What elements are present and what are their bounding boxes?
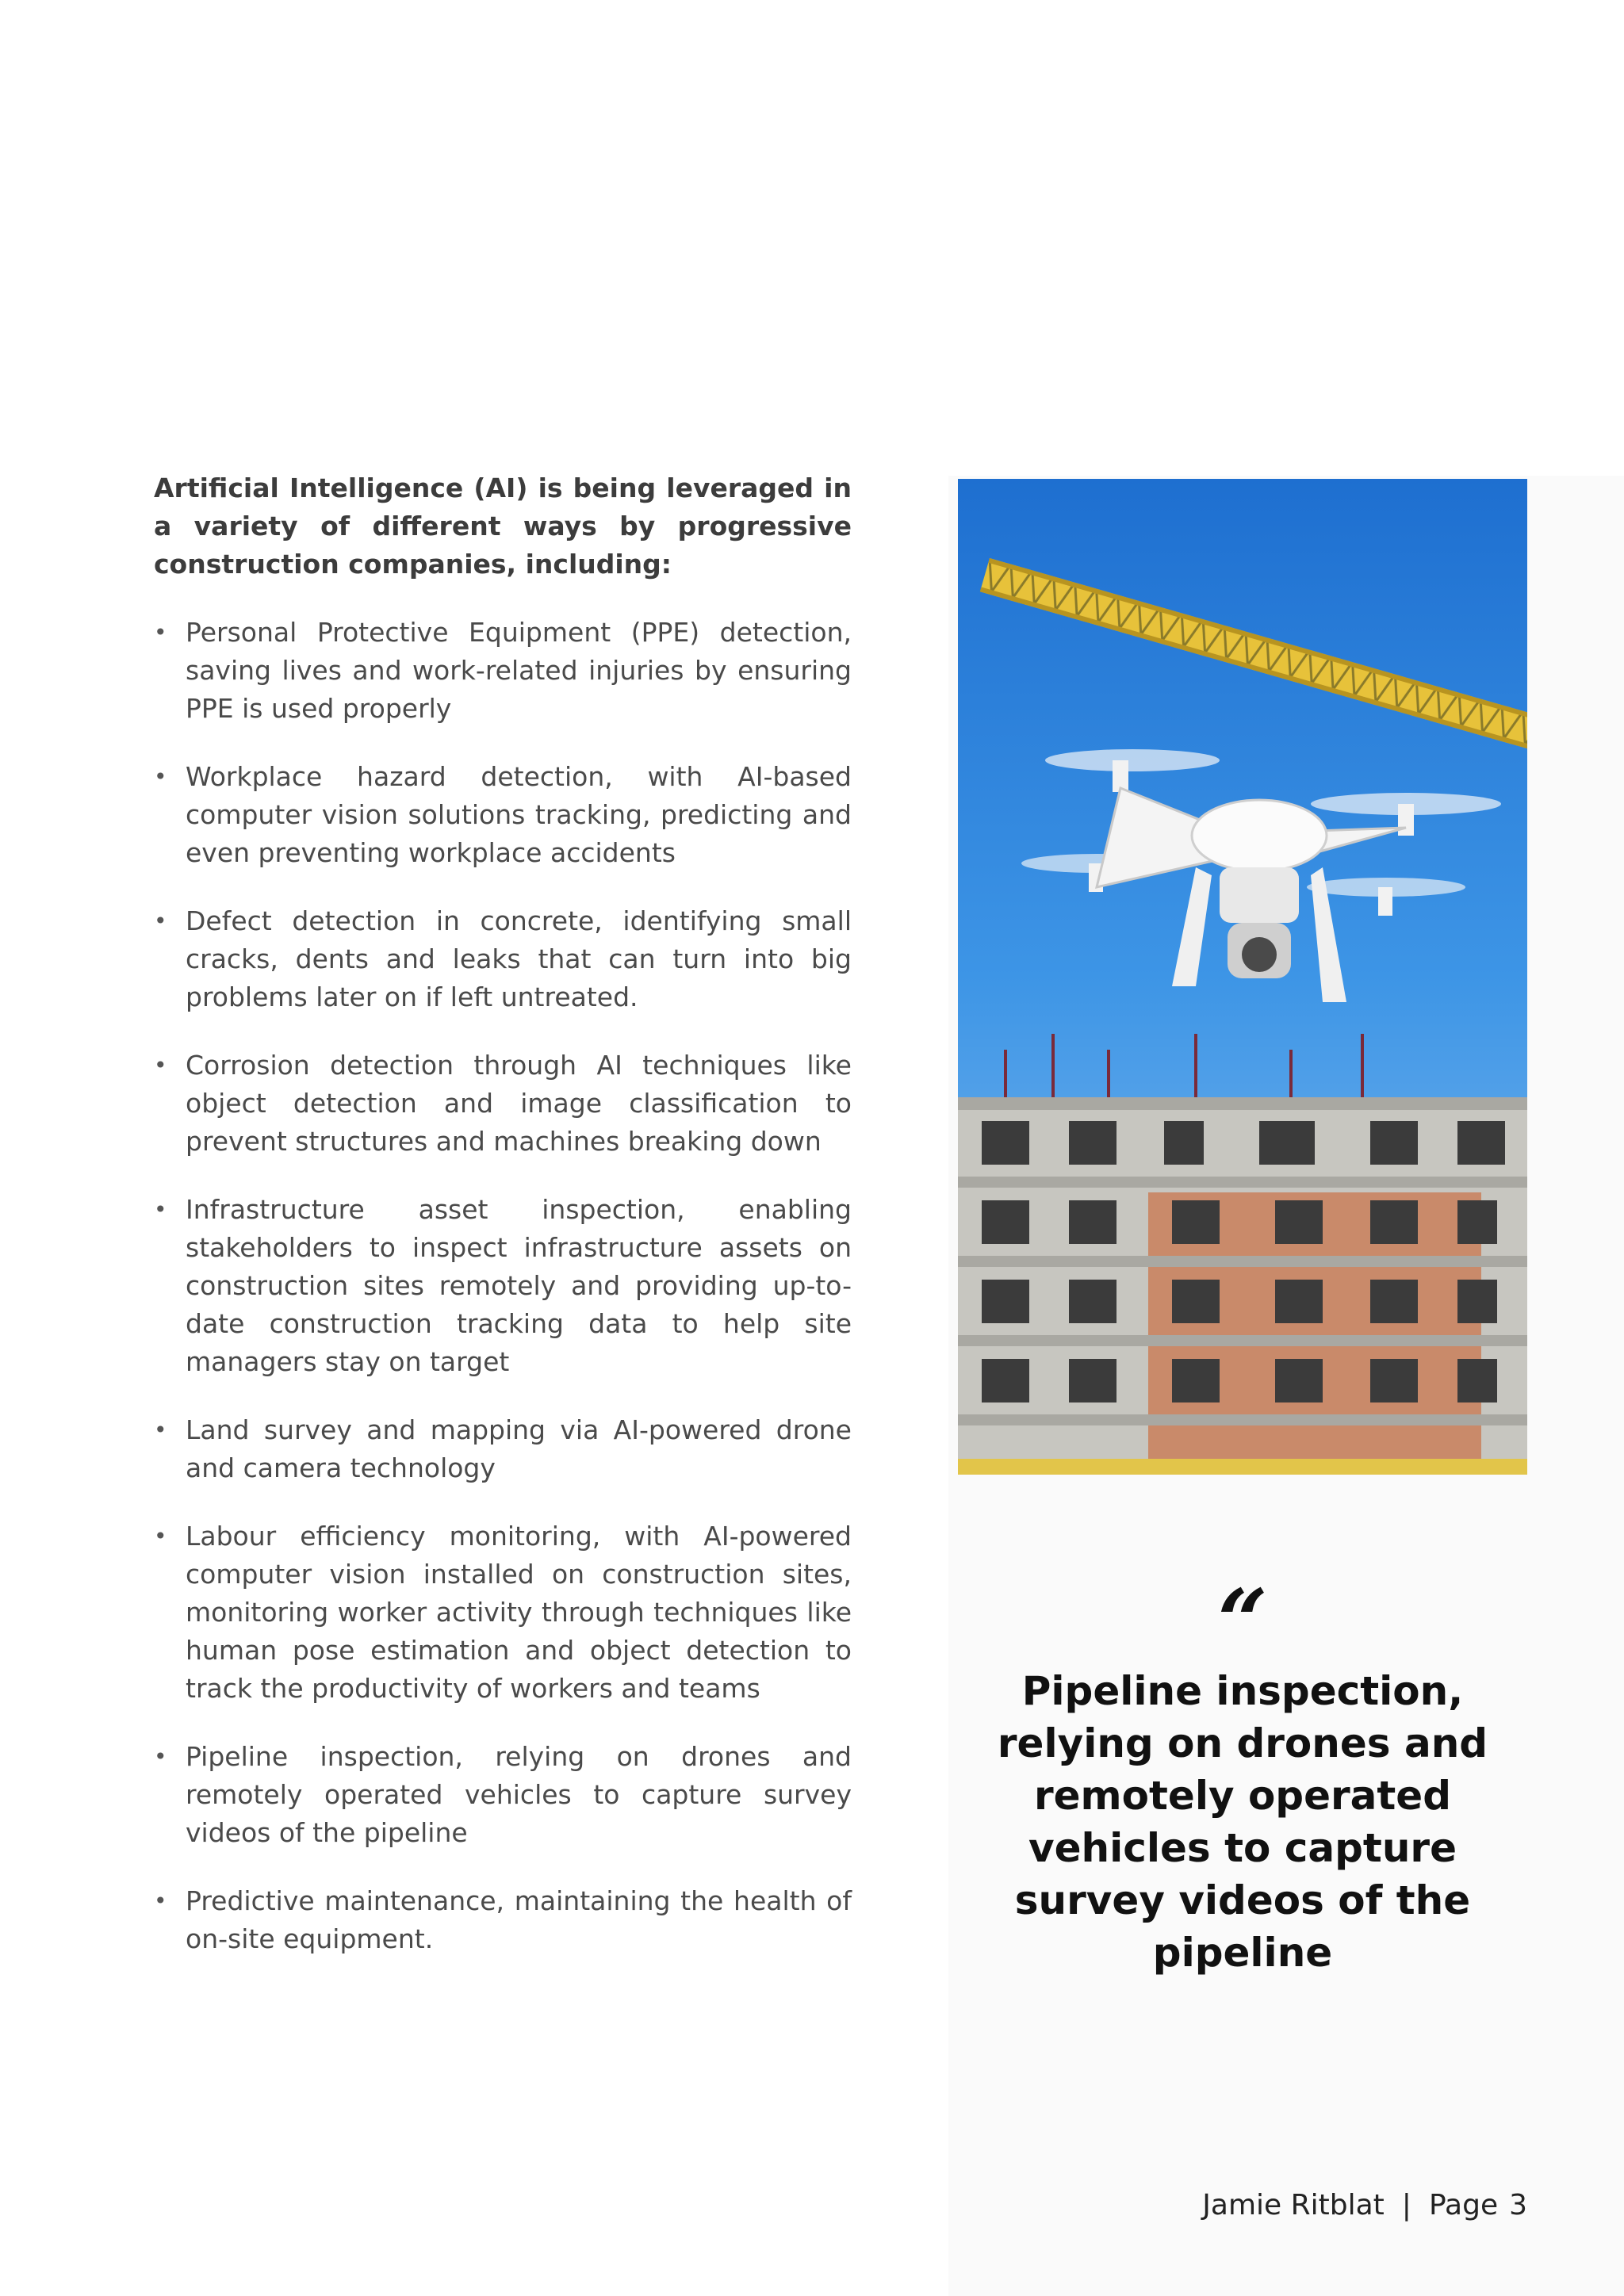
page-footer xyxy=(1202,2187,1527,2225)
use-case-list xyxy=(154,614,852,1958)
list-item xyxy=(154,1517,852,1708)
list-item-text: Pipeline inspection, relying on drones and remotely operated vehicles to capture survey videos of the pipeline xyxy=(186,1741,852,1848)
list-item xyxy=(154,614,852,728)
bullet-icon: • xyxy=(154,1417,167,1443)
bullet-icon: • xyxy=(154,1196,167,1223)
article-body xyxy=(154,469,852,1988)
list-item xyxy=(154,1191,852,1381)
bullet-icon: • xyxy=(154,1743,167,1770)
drone-construction-photo xyxy=(958,479,1527,1475)
bullet-icon: • xyxy=(154,619,167,645)
bullet-icon: • xyxy=(154,1523,167,1549)
list-item-text: Land survey and mapping via AI-powered drone and camera technology xyxy=(186,1414,852,1483)
list-item-text: Workplace hazard detection, with AI-based computer vision solutions tracking, predicting and even preventing workplace accidents xyxy=(186,761,852,868)
list-item-text: Personal Protective Equipment (PPE) detection, saving lives and work-related injuries by ensuring PPE is used properly xyxy=(186,617,852,724)
list-item xyxy=(154,1047,852,1161)
list-item-text: Defect detection in concrete, identifying small cracks, dents and leaks that can turn into big problems later on if left untreated. xyxy=(186,905,852,1012)
page-label: Page xyxy=(1428,2189,1499,2221)
footer-separator: | xyxy=(1401,2189,1411,2221)
author-name: Jamie Ritblat xyxy=(1202,2189,1385,2221)
list-item xyxy=(154,902,852,1016)
quote-mark-icon: “ xyxy=(1217,1570,1268,1672)
list-item-text: Infrastructure asset inspection, enabling stakeholders to inspect infrastructure assets on construction sites remotely and providing up-to-date construction tracking data to help site managers stay on target xyxy=(186,1194,852,1377)
list-item xyxy=(154,1738,852,1852)
building-under-construction xyxy=(958,1034,1527,1475)
bullet-icon: • xyxy=(154,763,167,790)
list-item xyxy=(154,1882,852,1958)
bullet-icon: • xyxy=(154,1888,167,1914)
list-item-text: Predictive maintenance, maintaining the health of on-site equipment. xyxy=(186,1885,852,1954)
pullquote: Pipeline inspection, relying on drones and remotely operated vehicles to capture survey videos of the pipeline xyxy=(997,1668,1488,1976)
bullet-icon: • xyxy=(154,908,167,934)
list-item xyxy=(154,1411,852,1487)
page-number: 3 xyxy=(1509,2189,1527,2221)
list-item-text: Corrosion detection through AI techniques like object detection and image classification to prevent structures and machines breaking down xyxy=(186,1050,852,1157)
bullet-icon: • xyxy=(154,1052,167,1078)
list-item-text: Labour efficiency monitoring, with AI-powered computer vision installed on construction sites, monitoring worker activity through techniques like human pose estimation and object detection to track the productivity of workers and teams xyxy=(186,1521,852,1704)
list-item xyxy=(154,758,852,872)
intro-paragraph: Artificial Intelligence (AI) is being leveraged in a variety of different ways by progressive construction companies, including: xyxy=(154,473,852,580)
